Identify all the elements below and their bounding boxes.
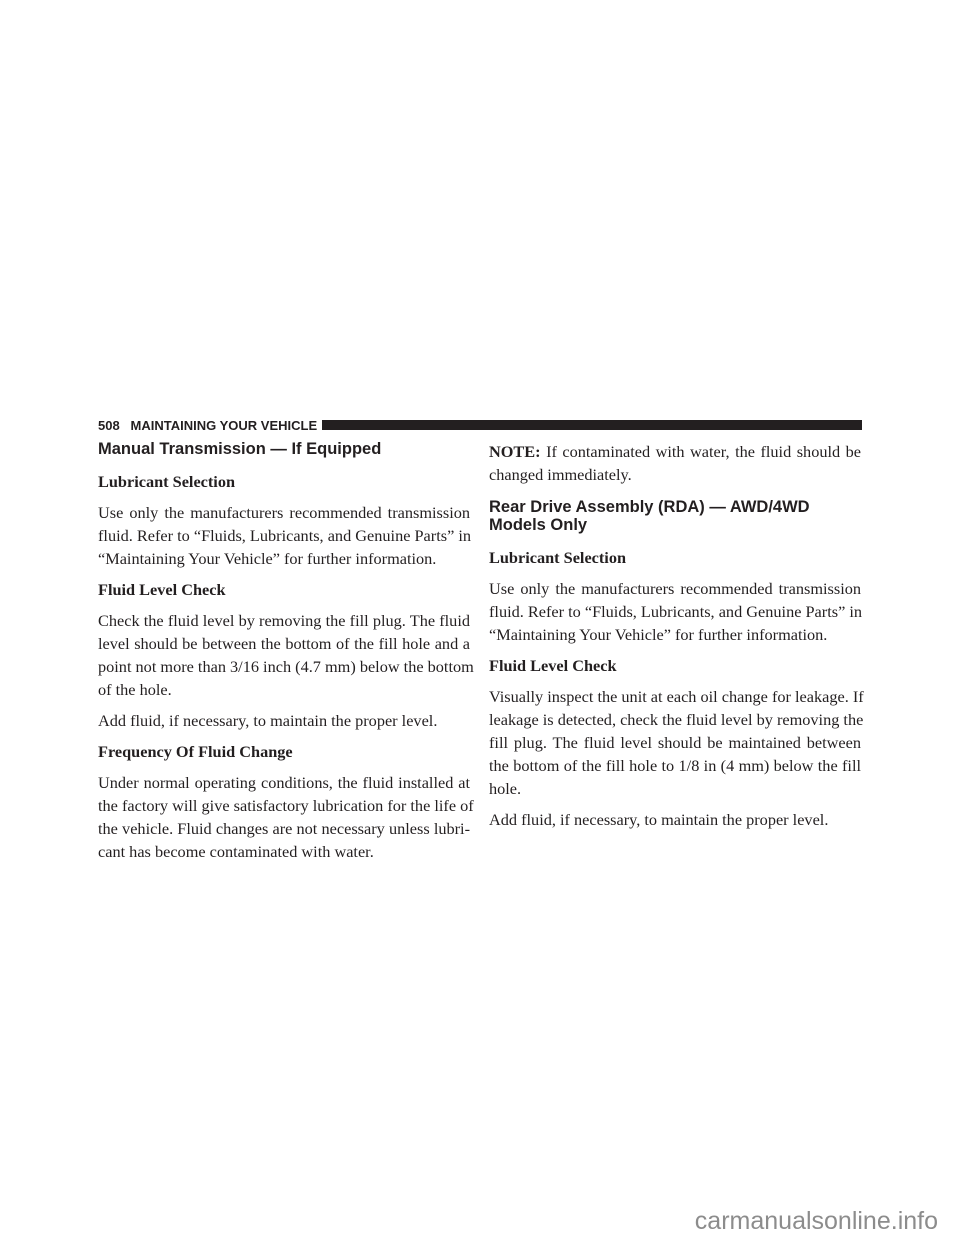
text-line: hole. (489, 779, 522, 798)
section-title: MAINTAINING YOUR VEHICLE (130, 417, 318, 433)
text-line: of the hole. (98, 680, 172, 699)
text-line: cant has become contaminated with water. (98, 842, 374, 861)
text-line: fluid. Refer to “Fluids, Lubricants, and Genuine Parts” in (98, 526, 472, 545)
paragraph (98, 501, 470, 570)
header-rule (322, 420, 862, 430)
text-line: the factory will give satisfactory lubrication for the life of (98, 796, 474, 815)
left-content (98, 470, 474, 863)
paragraph (489, 577, 861, 646)
note-label: NOTE: (489, 442, 541, 461)
subheading: Fluid Level Check (98, 580, 226, 599)
text-line: leakage is detected, check the fluid level by removing the (489, 710, 864, 729)
text-line: point not more than 3/16 inch (4.7 mm) below the bottom (98, 657, 474, 676)
right-content (489, 546, 864, 831)
paragraph (489, 685, 864, 800)
subheading: Lubricant Selection (98, 472, 236, 491)
text-line: fluid. Refer to “Fluids, Lubricants, and Genuine Parts” in (489, 602, 863, 621)
text-line: Use only the manufacturers recommended transmission (489, 579, 861, 598)
text-line: the vehicle. Fluid changes are not necessary unless lubri- (98, 819, 470, 838)
text-line: level should be between the bottom of the fill hole and a (98, 634, 470, 653)
paragraph (98, 609, 474, 701)
text-line: Check the fluid level by removing the fill plug. The fluid (98, 611, 470, 630)
page-header (98, 417, 862, 433)
text-line: the bottom of the fill hole to 1/8 in (4 mm) below the fill (489, 756, 861, 775)
note (489, 440, 861, 486)
text-line: Under normal operating conditions, the fluid installed at (98, 773, 470, 792)
page-number: 508 (98, 417, 120, 433)
note-text: changed immediately. (489, 465, 632, 484)
section-heading-rear-drive-assembly: Rear Drive Assembly (RDA) — AWD/4WD Models Only (489, 498, 810, 534)
watermark: carmanualsonline.info (694, 1207, 938, 1235)
paragraph (98, 771, 474, 863)
left-column (98, 440, 474, 871)
text-line: fill plug. The fluid level should be maintained between (489, 733, 861, 752)
subheading: Frequency Of Fluid Change (98, 742, 293, 761)
paragraph (98, 709, 470, 732)
text-line: Visually inspect the unit at each oil change for leakage. If (489, 687, 864, 706)
right-column (489, 440, 864, 839)
subheading: Fluid Level Check (489, 656, 617, 675)
text-line: Use only the manufacturers recommended transmission (98, 503, 470, 522)
section-heading-manual-transmission: Manual Transmission — If Equipped (98, 440, 382, 458)
note-text: If contaminated with water, the fluid should be (540, 442, 861, 461)
paragraph (489, 808, 861, 831)
text-line: “Maintaining Your Vehicle” for further information. (489, 625, 828, 644)
subheading: Lubricant Selection (489, 548, 627, 567)
text-line: Add fluid, if necessary, to maintain the proper level. (98, 711, 438, 730)
text-line: Add fluid, if necessary, to maintain the proper level. (489, 810, 829, 829)
text-line: “Maintaining Your Vehicle” for further information. (98, 549, 437, 568)
